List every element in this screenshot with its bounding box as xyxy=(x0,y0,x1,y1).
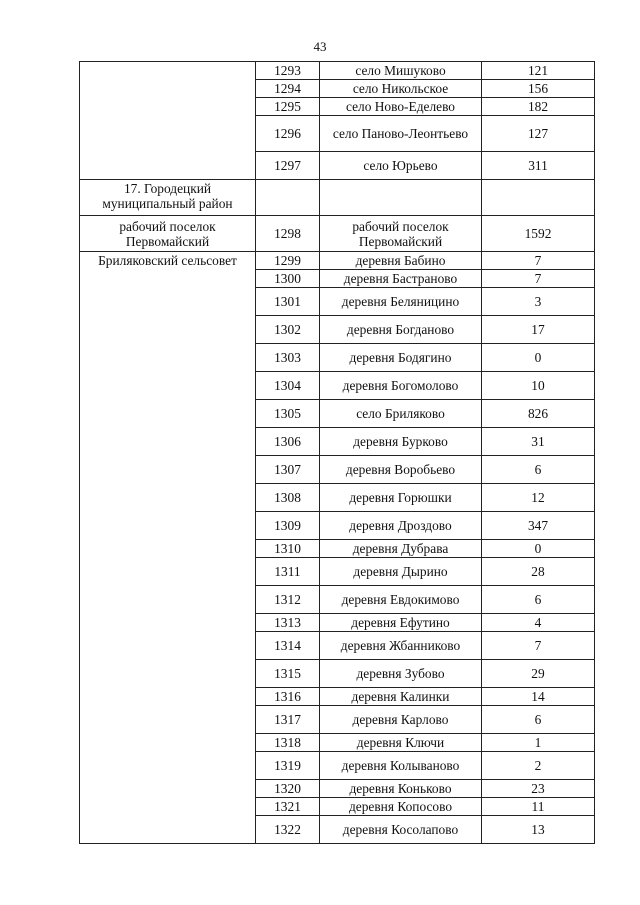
settlement-cell: деревня Бабино xyxy=(320,252,482,270)
settlement-cell: село Бриляково xyxy=(320,400,482,428)
settlement-cell: село Юрьево xyxy=(320,152,482,180)
settlement-cell: деревня Карлово xyxy=(320,706,482,734)
settlement-cell: деревня Дырино xyxy=(320,558,482,586)
population-cell: 6 xyxy=(482,706,595,734)
population-cell: 6 xyxy=(482,586,595,614)
settlement-cell: деревня Дроздово xyxy=(320,512,482,540)
number-cell: 1310 xyxy=(256,540,320,558)
number-cell: 1293 xyxy=(256,62,320,80)
table-row xyxy=(80,252,595,270)
population-cell: 4 xyxy=(482,614,595,632)
settlement-cell: деревня Косолапово xyxy=(320,816,482,844)
population-cell: 127 xyxy=(482,116,595,152)
number-cell: 1317 xyxy=(256,706,320,734)
settlement-cell: деревня Воробьево xyxy=(320,456,482,484)
table-row xyxy=(80,216,595,252)
settlement-cell: деревня Беляницино xyxy=(320,288,482,316)
number-cell: 1318 xyxy=(256,734,320,752)
population-cell: 311 xyxy=(482,152,595,180)
population-cell: 7 xyxy=(482,270,595,288)
settlement-cell: деревня Зубово xyxy=(320,660,482,688)
population-cell: 6 xyxy=(482,456,595,484)
settlement-cell: деревня Копосово xyxy=(320,798,482,816)
area-cell: рабочий поселок Первомайский xyxy=(80,216,256,252)
population-cell: 3 xyxy=(482,288,595,316)
number-cell: 1300 xyxy=(256,270,320,288)
number-cell: 1319 xyxy=(256,752,320,780)
settlement-cell: деревня Дубрава xyxy=(320,540,482,558)
number-cell: 1309 xyxy=(256,512,320,540)
number-cell: 1301 xyxy=(256,288,320,316)
settlement-cell: деревня Богданово xyxy=(320,316,482,344)
table-row xyxy=(80,180,595,216)
population-cell: 1592 xyxy=(482,216,595,252)
population-cell: 121 xyxy=(482,62,595,80)
population-cell: 156 xyxy=(482,80,595,98)
settlement-cell: село Ново-Еделево xyxy=(320,98,482,116)
number-cell: 1297 xyxy=(256,152,320,180)
population-cell: 23 xyxy=(482,780,595,798)
area-cell: Бриляковский сельсовет xyxy=(80,252,256,844)
number-cell: 1298 xyxy=(256,216,320,252)
settlement-cell: село Паново-Леонтьево xyxy=(320,116,482,152)
population-cell: 29 xyxy=(482,660,595,688)
number-cell: 1296 xyxy=(256,116,320,152)
settlement-cell: село Никольское xyxy=(320,80,482,98)
number-cell: 1320 xyxy=(256,780,320,798)
settlement-cell: деревня Бастраново xyxy=(320,270,482,288)
number-cell: 1312 xyxy=(256,586,320,614)
number-cell: 1307 xyxy=(256,456,320,484)
population-cell: 13 xyxy=(482,816,595,844)
population-cell: 7 xyxy=(482,252,595,270)
number-cell: 1295 xyxy=(256,98,320,116)
number-cell: 1314 xyxy=(256,632,320,660)
number-cell: 1322 xyxy=(256,816,320,844)
settlement-cell: деревня Коньково xyxy=(320,780,482,798)
population-cell: 826 xyxy=(482,400,595,428)
number-cell: 1311 xyxy=(256,558,320,586)
population-cell: 12 xyxy=(482,484,595,512)
population-cell: 31 xyxy=(482,428,595,456)
population-cell: 2 xyxy=(482,752,595,780)
population-cell: 0 xyxy=(482,540,595,558)
number-cell: 1316 xyxy=(256,688,320,706)
settlement-cell: деревня Бурково xyxy=(320,428,482,456)
settlement-cell: деревня Бодягино xyxy=(320,344,482,372)
settlement-cell: деревня Ефутино xyxy=(320,614,482,632)
population-cell: 347 xyxy=(482,512,595,540)
settlement-cell: деревня Колываново xyxy=(320,752,482,780)
number-cell: 1313 xyxy=(256,614,320,632)
number-cell: 1315 xyxy=(256,660,320,688)
settlement-cell: деревня Калинки xyxy=(320,688,482,706)
settlement-cell xyxy=(320,180,482,216)
area-cell: 17. Городецкий муниципальный район xyxy=(80,180,256,216)
number-cell: 1303 xyxy=(256,344,320,372)
number-cell: 1294 xyxy=(256,80,320,98)
population-cell: 14 xyxy=(482,688,595,706)
population-cell: 7 xyxy=(482,632,595,660)
number-cell: 1302 xyxy=(256,316,320,344)
population-cell: 17 xyxy=(482,316,595,344)
population-cell xyxy=(482,180,595,216)
settlement-cell: деревня Горюшки xyxy=(320,484,482,512)
number-cell: 1308 xyxy=(256,484,320,512)
settlement-cell: деревня Жбанниково xyxy=(320,632,482,660)
population-cell: 28 xyxy=(482,558,595,586)
settlement-cell: деревня Богомолово xyxy=(320,372,482,400)
settlement-cell: рабочий поселок Первомайский xyxy=(320,216,482,252)
page-number: 43 xyxy=(313,39,327,54)
population-cell: 10 xyxy=(482,372,595,400)
population-cell: 182 xyxy=(482,98,595,116)
population-cell: 0 xyxy=(482,344,595,372)
number-cell: 1299 xyxy=(256,252,320,270)
settlement-cell: деревня Евдокимово xyxy=(320,586,482,614)
settlement-cell: деревня Ключи xyxy=(320,734,482,752)
table-row xyxy=(80,62,595,80)
population-cell: 11 xyxy=(482,798,595,816)
number-cell xyxy=(256,180,320,216)
number-cell: 1304 xyxy=(256,372,320,400)
number-cell: 1306 xyxy=(256,428,320,456)
area-cell xyxy=(80,62,256,180)
settlement-cell: село Мишуково xyxy=(320,62,482,80)
number-cell: 1321 xyxy=(256,798,320,816)
number-cell: 1305 xyxy=(256,400,320,428)
population-cell: 1 xyxy=(482,734,595,752)
settlements-table xyxy=(79,61,595,844)
